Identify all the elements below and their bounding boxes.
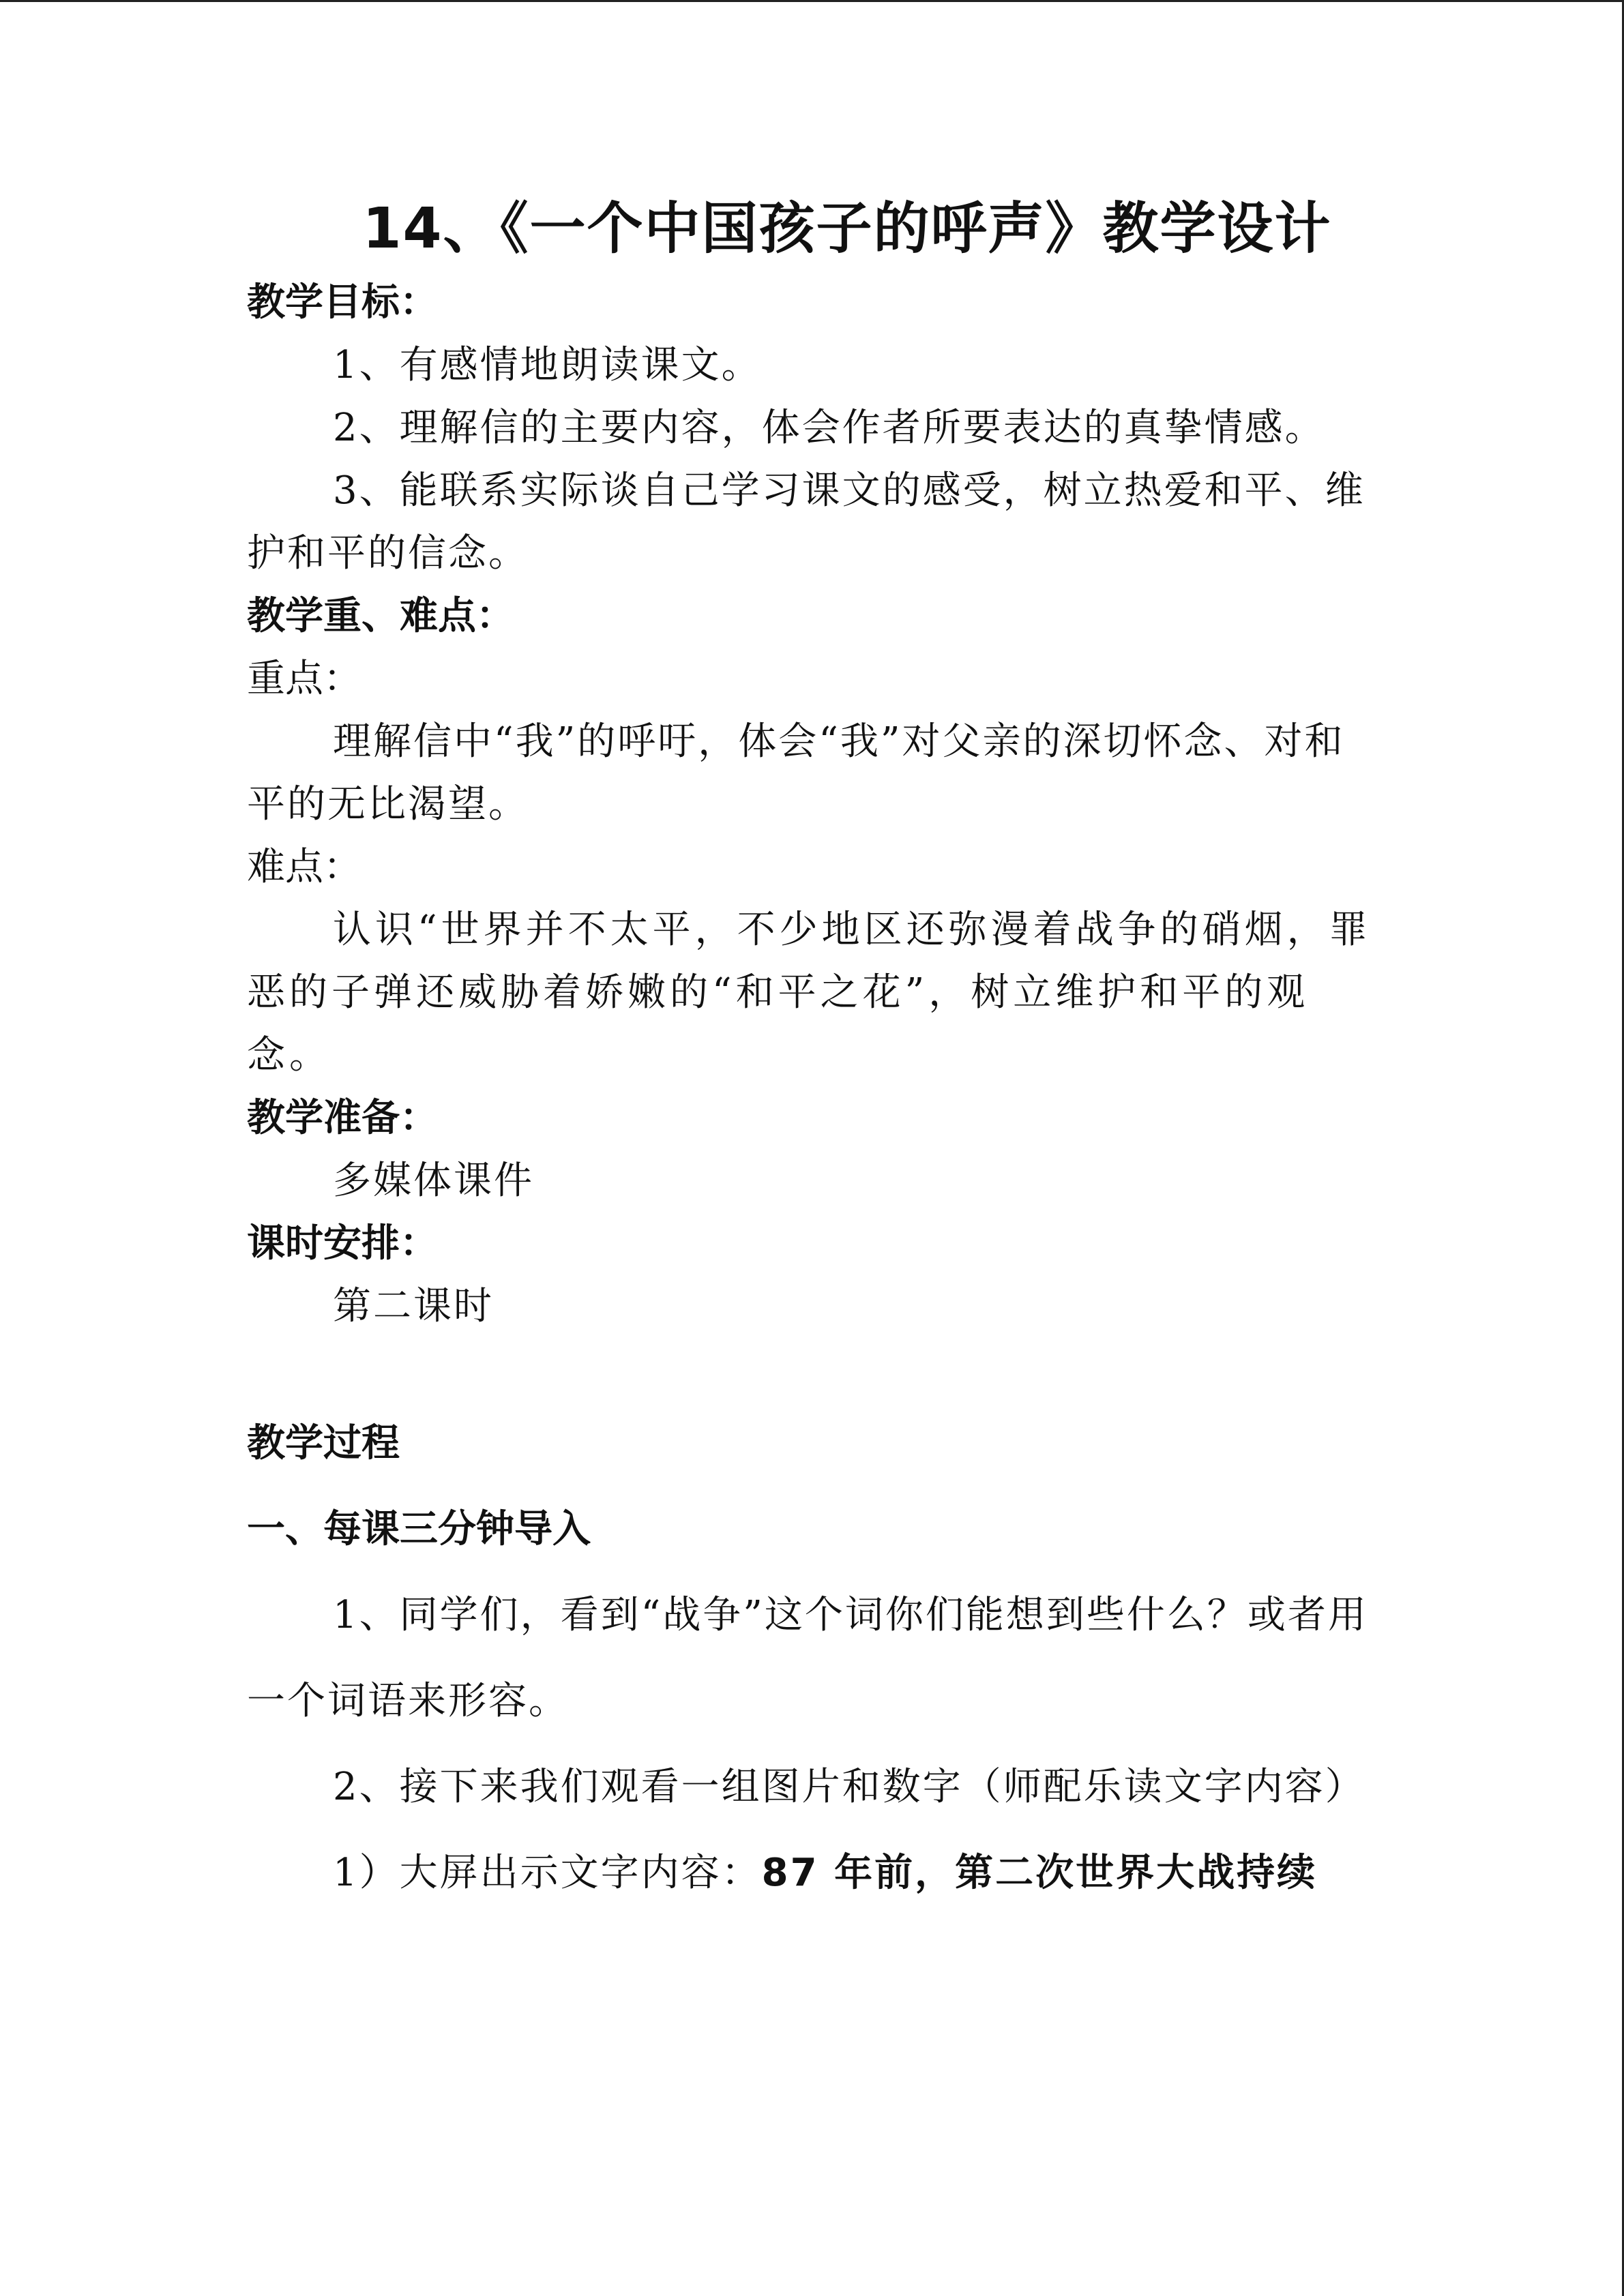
objective-item: 1、有感情地朗读课文。 (333, 343, 762, 387)
document-title: 14、《一个中国孩子的呼声》教学设计 (362, 196, 1332, 261)
difficulty-label: 难点： (247, 845, 361, 889)
difficulty-text: 认识“世界并不太平，不少地区还弥漫着战争的硝烟，罪恶的子弹还威胁着娇嫩的“和平之花”，树立维护和平的观念。 (247, 908, 1372, 1077)
section1-heading: 一、每课三分钟导入 (247, 1507, 591, 1551)
teaching-process (247, 1401, 1379, 1916)
key-points-heading: 教学重、难点： (247, 594, 514, 638)
step3-bold-text: 87 年前，第二次世界大战持续 (761, 1851, 1318, 1895)
focus-label: 重点： (247, 657, 361, 701)
process-step (247, 1830, 1379, 1916)
objective-item: 3、能联系实际谈自己学习课文的感受，树立热爱和平、维护和平的信念。 (247, 468, 1365, 576)
objective-item: 2、理解信的主要内容，体会作者所要表达的真挚情感。 (333, 406, 1325, 450)
schedule-heading: 课时安排： (247, 1221, 438, 1266)
process-step: 1、同学们，看到“战争”这个词你们能想到些什么？或者用一个词语来形容。 (247, 1593, 1368, 1723)
step3-prefix: 1）大屏出示文字内容： (333, 1851, 762, 1895)
focus-text: 理解信中“我”的呼吁，体会“我”对父亲的深切怀念、对和平的无比渴望。 (247, 719, 1345, 826)
section-spacer (247, 1338, 1379, 1401)
schedule-text: 第二课时 (333, 1284, 494, 1328)
objectives-heading: 教学目标： (247, 280, 438, 325)
process-step: 2、接下来我们观看一组图片和数字（师配乐读文字内容） (333, 1765, 1365, 1809)
document-body (247, 186, 1379, 1916)
preparation-text: 多媒体课件 (333, 1159, 534, 1203)
preparation-heading: 教学准备： (247, 1096, 438, 1140)
process-heading: 教学过程 (247, 1421, 400, 1465)
